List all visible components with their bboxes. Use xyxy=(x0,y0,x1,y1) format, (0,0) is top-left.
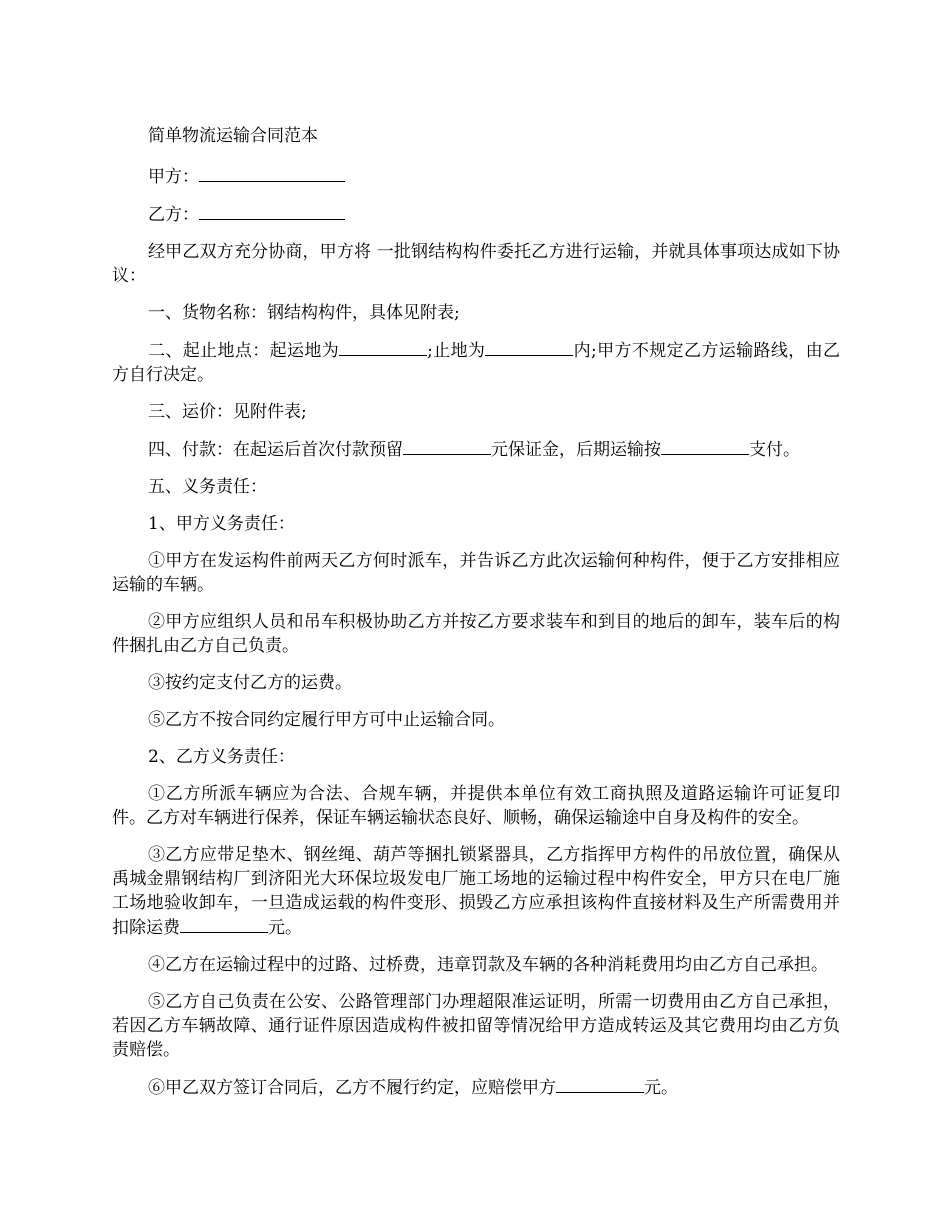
compensation-blank xyxy=(556,1075,644,1093)
party-b-duty-6-unit: 元。 xyxy=(644,1078,678,1098)
clause-payment-text-1: 四、付款：在起运后首次付款预留 xyxy=(148,440,403,460)
party-b-line xyxy=(112,202,840,227)
party-b-blank xyxy=(199,202,345,220)
clause-locations xyxy=(112,338,840,387)
origin-blank xyxy=(339,338,427,356)
clause-locations-text-3: 内;甲方不规定乙方运输路线，由乙方自行决定。 xyxy=(112,341,840,385)
party-a-duty-3: ③按约定支付乙方的运费。 xyxy=(148,673,352,693)
party-b-duty-3 xyxy=(112,843,840,940)
party-a-duty-5: ⑤乙方不按合同约定履行甲方可中止运输合同。 xyxy=(148,710,505,730)
party-b-duty-1: ①乙方所派车辆应为合法、合规车辆，并提供本单位有效工商执照及道路运输许可证复印件。乙方对车辆进行保养，保证车辆运输状态良好、顺畅，确保运输途中自身及构件的安全。 xyxy=(112,784,840,828)
party-b-duty-heading: 2、乙方义务责任： xyxy=(148,747,295,767)
party-b-duty-3-text: ③乙方应带足垫木、钢丝绳、葫芦等捆扎锁紧器具，乙方指挥甲方构件的吊放位置，确保从禹城金鼎钢结构厂到济阳光大环保垃圾发电厂施工场地的运输过程中构件安全，甲方只在电厂施工场地验收卸车，一旦造成运载的构件变形、损毁乙方应承担该构件直接材料及生产所需费用并扣除运费 xyxy=(112,845,840,938)
party-b-duty-3-unit: 元。 xyxy=(268,918,302,938)
party-b-duty-6-text: ⑥甲乙双方签订合同后，乙方不履行约定，应赔偿甲方 xyxy=(148,1078,556,1098)
intro-paragraph: 经甲乙双方充分协商，甲方将 一批钢结构构件委托乙方进行运输，并就具体事项达成如下协议： xyxy=(112,242,840,286)
party-b-label: 乙方： xyxy=(148,205,199,225)
clause-price: 三、运价：见附件表; xyxy=(148,402,307,422)
document-page xyxy=(112,124,840,1113)
payment-terms-blank xyxy=(661,437,749,455)
document-title: 简单物流运输合同范本 xyxy=(148,126,318,146)
party-a-line xyxy=(112,164,840,189)
clause-payment-text-3: 支付。 xyxy=(749,440,800,460)
deposit-blank xyxy=(403,437,491,455)
party-a-duty-heading: 1、甲方义务责任： xyxy=(148,514,295,534)
clause-payment xyxy=(112,437,840,462)
freight-deduction-blank xyxy=(180,915,268,933)
party-b-duty-5: ⑤乙方自己负责在公安、公路管理部门办理超限准运证明，所需一切费用由乙方自己承担，若因乙方车辆故障、通行证件原因造成构件被扣留等情况给甲方造成转运及其它费用均由乙方负责赔偿。 xyxy=(112,992,840,1060)
party-b-duty-4: ④乙方在运输过程中的过路、过桥费，违章罚款及车辆的各种消耗费用均由乙方自己承担。 xyxy=(148,955,828,975)
party-a-blank xyxy=(199,164,345,182)
clause-payment-text-2: 元保证金，后期运输按 xyxy=(491,440,661,460)
clause-duties: 五、义务责任： xyxy=(148,477,267,497)
party-a-duty-1: ①甲方在发运构件前两天乙方何时派车，并告诉乙方此次运输何种构件，便于乙方安排相应运输的车辆。 xyxy=(112,551,840,595)
clause-goods: 一、货物名称：钢结构构件，具体见附表; xyxy=(148,303,460,323)
clause-locations-text-1: 二、起止地点：起运地为 xyxy=(148,341,340,361)
party-b-duty-6 xyxy=(112,1075,840,1100)
party-a-label: 甲方： xyxy=(148,167,199,187)
destination-blank xyxy=(485,338,573,356)
party-a-duty-2: ②甲方应组织人员和吊车积极协助乙方并按乙方要求装车和到目的地后的卸车，装车后的构件捆扎由乙方自己负责。 xyxy=(112,612,840,656)
clause-locations-text-2: ;止地为 xyxy=(427,341,486,361)
